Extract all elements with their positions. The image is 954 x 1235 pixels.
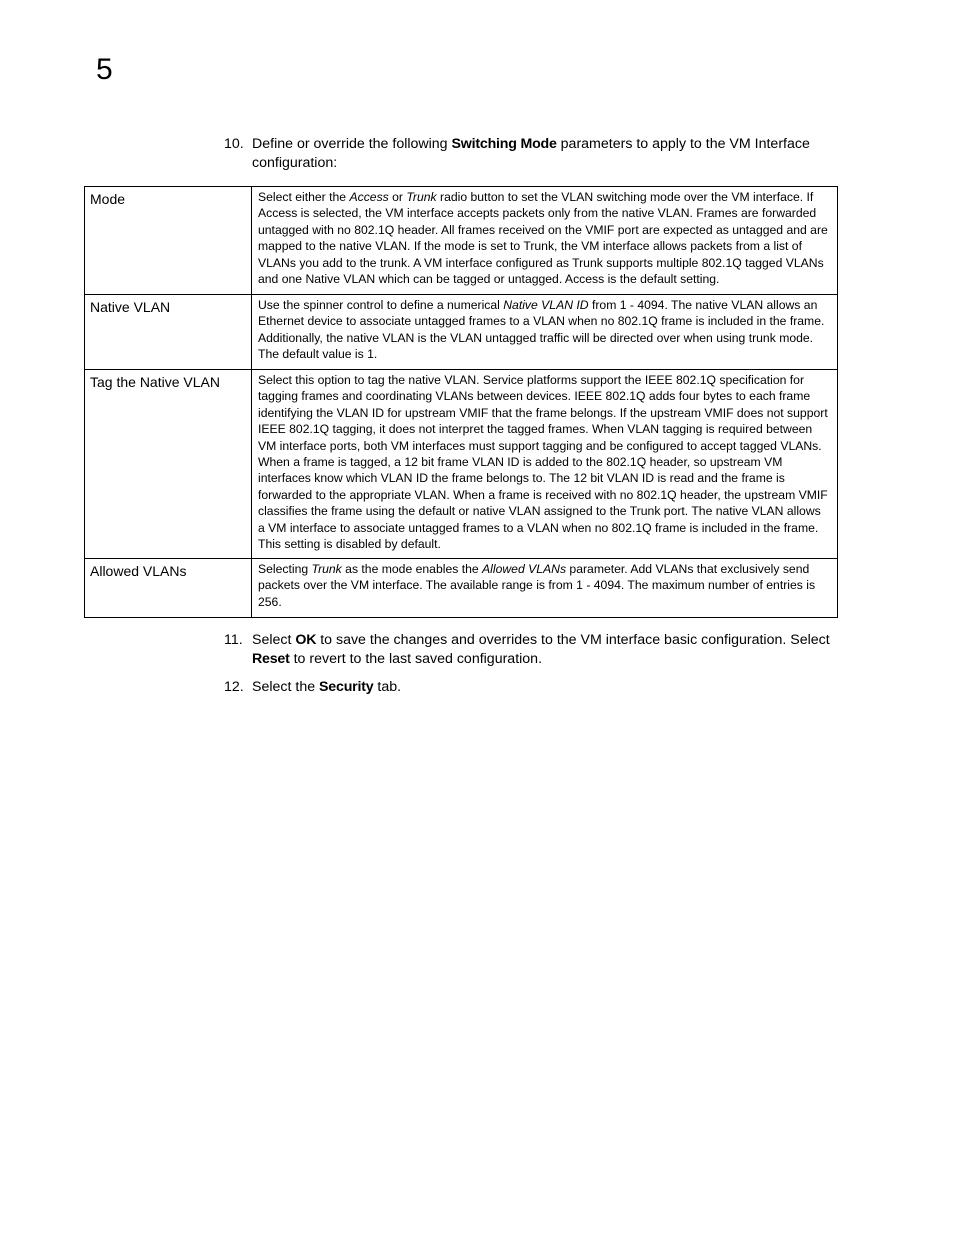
desc-text: from 1 - 4094. The native VLAN allows an Ethernet device to associate untagged frames to a VLAN when no 802.1Q frame is included in the frame. Additionally, the native VLAN is the VLAN untagged traffic will be directed over when using trunk mode. The default value is 1. <box>258 298 825 362</box>
desc-italic: Trunk <box>406 190 437 204</box>
step-text-part: to revert to the last saved configuration. <box>289 651 543 667</box>
param-description <box>252 370 838 559</box>
desc-italic: Access <box>349 190 389 204</box>
step-text-part: Select <box>252 632 296 648</box>
step-text <box>252 631 864 669</box>
step-text-part: Define or override the following <box>252 136 452 152</box>
desc-italic: Trunk <box>311 562 342 576</box>
step-text-part: Select the <box>252 679 320 695</box>
param-name: Native VLAN <box>85 295 252 370</box>
desc-text: or <box>388 190 407 204</box>
desc-text: radio button to set the VLAN switching mode over the VM interface. If Access is selected, the VM interface accepts packets only from the native VLAN. Frames are forwarded untagged with no 802.1Q header. All frames received on the VMIF port are expected as untagged and are mapped to the native VLAN. If the mode is set to Trunk, the VM interface allows packets from a list of VLANs you add to the trunk. A VM interface configured as Trunk supports multiple 802.1Q tagged VLANs and one Native VLAN which can be tagged or untagged. Access is the default setting. <box>258 190 828 287</box>
desc-italic: Native VLAN ID <box>503 298 589 312</box>
step-text-part: tab. <box>373 679 402 695</box>
desc-italic: Allowed VLANs <box>482 562 567 576</box>
table-row <box>85 559 838 618</box>
table-row <box>85 187 838 295</box>
step-text <box>252 135 844 173</box>
step-number: 10. <box>224 136 244 152</box>
reset-label: Reset <box>252 651 290 667</box>
security-tab-label: Security <box>319 679 374 695</box>
switching-mode-parameters-table <box>84 186 838 618</box>
desc-text: parameter. Add VLANs that exclusively send packets over the VM interface. The available range is from 1 - 4094. The maximum number of entries is 256. <box>258 562 816 609</box>
param-description <box>252 295 838 370</box>
ok-label: OK <box>295 632 317 648</box>
step-text-part: to save the changes and overrides to the VM interface basic configuration. Select <box>316 632 830 648</box>
param-description <box>252 559 838 618</box>
desc-text: Select either the <box>258 190 350 204</box>
step-11 <box>224 631 864 669</box>
chapter-number: 5 <box>96 53 113 86</box>
switching-mode-label: Switching Mode <box>451 136 557 152</box>
step-text-part: parameters to apply to the VM Interface configuration: <box>252 136 810 171</box>
table-row <box>85 370 838 559</box>
step-number: 11. <box>224 632 243 648</box>
step-12 <box>224 678 864 697</box>
table-row <box>85 295 838 370</box>
desc-text: as the mode enables the <box>341 562 483 576</box>
param-name: Mode <box>85 187 252 295</box>
step-10 <box>224 135 844 173</box>
param-name: Tag the Native VLAN <box>85 370 252 559</box>
desc-text: Select this option to tag the native VLAN. Service platforms support the IEEE 802.1Q specification for tagging frames and coordinating VLANs between devices. IEEE 802.1Q adds four bytes to each frame identifying the VLAN ID for upstream VMIF that the frame belongs. If the upstream VMIF does not support IEEE 802.1Q tagging, it does not interpret the tagged frames. When VLAN tagging is required between VM interface ports, both VM interfaces must support tagging and be configured to accept tagged VLANs. When a frame is tagged, a 12 bit frame VLAN ID is added to the 802.1Q header, so upstream VM interfaces know which VLAN ID the frame belongs to. The 12 bit VLAN ID is read and the frame is forwarded to the appropriate VLAN. When a frame is received with no 802.1Q header, the upstream VMIF classifies the frame using the default or native VLAN assigned to the Trunk port. The native VLAN allows a VM interface to associate untagged frames to a VLAN when no 802.1Q frame is included in the frame. This setting is disabled by default. <box>258 373 828 552</box>
step-number: 12. <box>224 679 244 695</box>
desc-text: Use the spinner control to define a numerical <box>258 298 504 312</box>
param-description <box>252 187 838 295</box>
desc-text: Selecting <box>258 562 312 576</box>
step-text <box>252 678 864 697</box>
param-name: Allowed VLANs <box>85 559 252 618</box>
